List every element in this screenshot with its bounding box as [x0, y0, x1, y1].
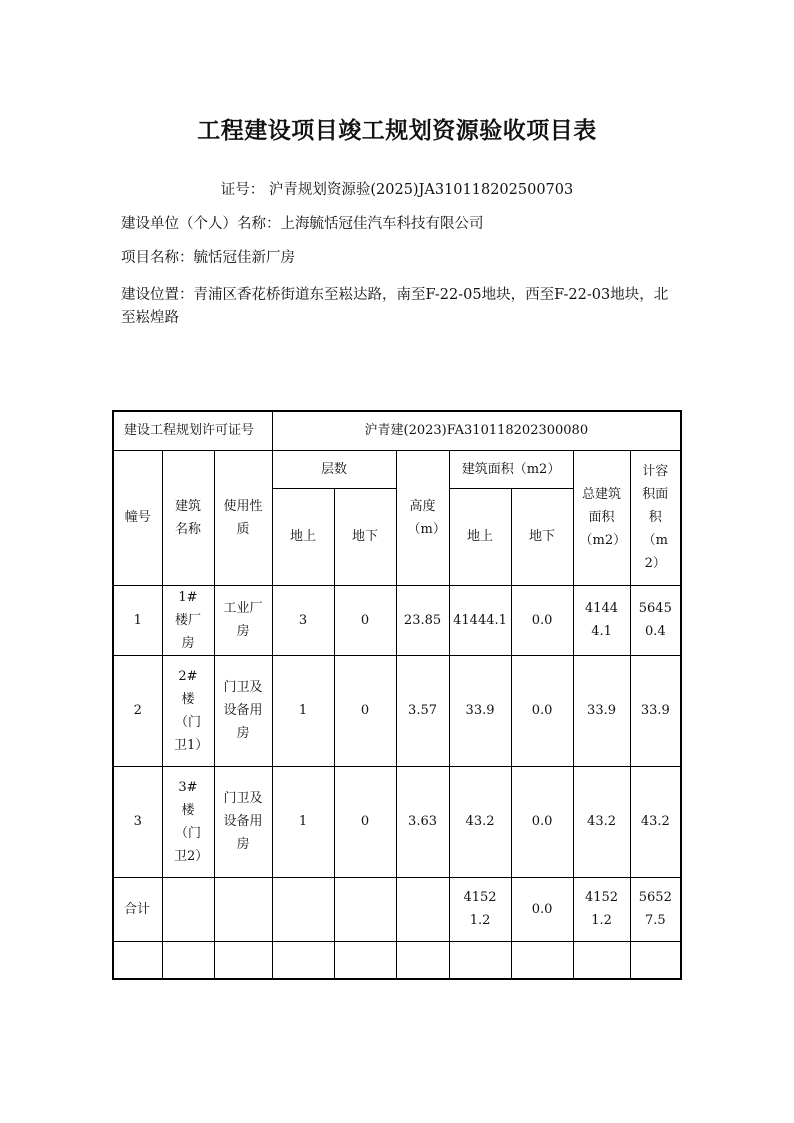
cell-floors-above: 1 — [272, 766, 334, 877]
cell-building-no: 2 — [113, 655, 162, 766]
cell-total-area: 33.9 — [573, 655, 630, 766]
cell-total-area: 43.2 — [573, 766, 630, 877]
total-far-area — [630, 877, 681, 941]
permit-number: 沪青建(2023)FA310118202300080 — [272, 411, 681, 450]
project-name-label: 项目名称： — [121, 250, 194, 266]
cell-usage-text: 门卫及设备用房 — [223, 791, 263, 852]
header-area-above: 地上 — [449, 488, 511, 585]
cell-floors-below: 0 — [334, 766, 396, 877]
total-empty-cell — [272, 877, 334, 941]
total-label: 合计 — [113, 877, 162, 941]
certificate-label: 证号： — [220, 182, 265, 198]
cell-building-name-text: 3#楼（门卫2） — [174, 779, 209, 864]
cell-area-above: 43.2 — [449, 766, 511, 877]
certificate-number: 沪青规划资源验(2025)JA310118202500703 — [268, 182, 574, 198]
cell-area-above: 33.9 — [449, 655, 511, 766]
cell-total-area-text: 41444.1 — [584, 601, 619, 639]
certificate-line — [0, 178, 794, 199]
cell-area-below: 0.0 — [511, 766, 573, 877]
cell-total-area — [573, 585, 630, 655]
header-usage-text: 使用性质 — [223, 498, 263, 537]
total-area-above-text: 41521.2 — [463, 890, 497, 928]
header-far-area-text: 计容积面积（m2） — [642, 464, 669, 571]
construction-unit-line — [121, 213, 681, 236]
construction-unit-label: 建设单位（个人）名称： — [121, 216, 281, 232]
cell-building-name — [162, 766, 214, 877]
empty-cell — [630, 941, 681, 979]
cell-usage — [214, 585, 272, 655]
header-height-text: 高度（m） — [407, 498, 446, 537]
header-far-area — [630, 450, 681, 585]
header-height — [396, 450, 449, 585]
header-area: 建筑面积（m2） — [449, 450, 573, 488]
location-value: 青浦区香花桥街道东至崧达路，南至F-22-05地块，西至F-22-03地块，北至崧煌路 — [121, 287, 669, 326]
total-empty-cell — [396, 877, 449, 941]
construction-unit-value: 上海毓恬冠佳汽车科技有限公司 — [280, 216, 484, 232]
document-title: 工程建设项目竣工规划资源验收项目表 — [197, 117, 597, 144]
header-floors: 层数 — [272, 450, 396, 488]
header-floors-below: 地下 — [334, 488, 396, 585]
header-usage — [214, 450, 272, 585]
cell-floors-above: 1 — [272, 655, 334, 766]
empty-row — [113, 941, 681, 979]
header-total-area — [573, 450, 630, 585]
cell-far-area-text: 56450.4 — [638, 601, 672, 639]
cell-building-name — [162, 655, 214, 766]
header-floors-above: 地上 — [272, 488, 334, 585]
total-total-area-text: 41521.2 — [584, 890, 619, 928]
cell-far-area: 33.9 — [630, 655, 681, 766]
cell-height: 3.63 — [396, 766, 449, 877]
table-row — [113, 655, 681, 766]
cell-area-above: 41444.1 — [449, 585, 511, 655]
cell-area-below: 0.0 — [511, 585, 573, 655]
cell-area-below: 0.0 — [511, 655, 573, 766]
header-area-below: 地下 — [511, 488, 573, 585]
empty-cell — [272, 941, 334, 979]
header-building-name-text: 建筑名称 — [174, 498, 201, 537]
total-empty-cell — [214, 877, 272, 941]
header-row-1 — [113, 450, 681, 488]
cell-building-name-text: 2#楼（门卫1） — [174, 668, 209, 753]
empty-cell — [573, 941, 630, 979]
header-total-area-text: 总建筑面积（m2） — [579, 487, 627, 548]
empty-cell — [113, 941, 162, 979]
empty-cell — [162, 941, 214, 979]
cell-building-no: 1 — [113, 585, 162, 655]
total-area-below: 0.0 — [511, 877, 573, 941]
cell-building-no: 3 — [113, 766, 162, 877]
empty-cell — [396, 941, 449, 979]
empty-cell — [511, 941, 573, 979]
cell-usage-text: 门卫及设备用房 — [223, 680, 263, 741]
total-empty-cell — [162, 877, 214, 941]
cell-far-area — [630, 585, 681, 655]
cell-usage-text: 工业厂房 — [223, 601, 263, 639]
cell-far-area: 43.2 — [630, 766, 681, 877]
total-row — [113, 877, 681, 941]
total-area-above — [449, 877, 511, 941]
empty-cell — [334, 941, 396, 979]
table-row — [113, 585, 681, 655]
empty-cell — [449, 941, 511, 979]
location-line — [121, 284, 681, 330]
cell-usage — [214, 655, 272, 766]
total-total-area — [573, 877, 630, 941]
cell-floors-below: 0 — [334, 585, 396, 655]
total-far-area-text: 56527.5 — [638, 890, 672, 928]
cell-floors-above: 3 — [272, 585, 334, 655]
acceptance-table — [112, 410, 682, 980]
project-name-line — [121, 247, 681, 270]
cell-height: 23.85 — [396, 585, 449, 655]
location-label: 建设位置： — [121, 287, 194, 303]
cell-floors-below: 0 — [334, 655, 396, 766]
project-name-value: 毓恬冠佳新厂房 — [193, 250, 295, 266]
header-building-name — [162, 450, 214, 585]
cell-usage — [214, 766, 272, 877]
cell-building-name — [162, 585, 214, 655]
total-empty-cell — [334, 877, 396, 941]
empty-cell — [214, 941, 272, 979]
permit-label: 建设工程规划许可证号 — [113, 411, 272, 450]
cell-building-name-text: 1#楼厂房 — [174, 589, 201, 651]
cell-height: 3.57 — [396, 655, 449, 766]
table-row — [113, 766, 681, 877]
header-building-no: 幢号 — [113, 450, 162, 585]
permit-row — [113, 411, 681, 450]
